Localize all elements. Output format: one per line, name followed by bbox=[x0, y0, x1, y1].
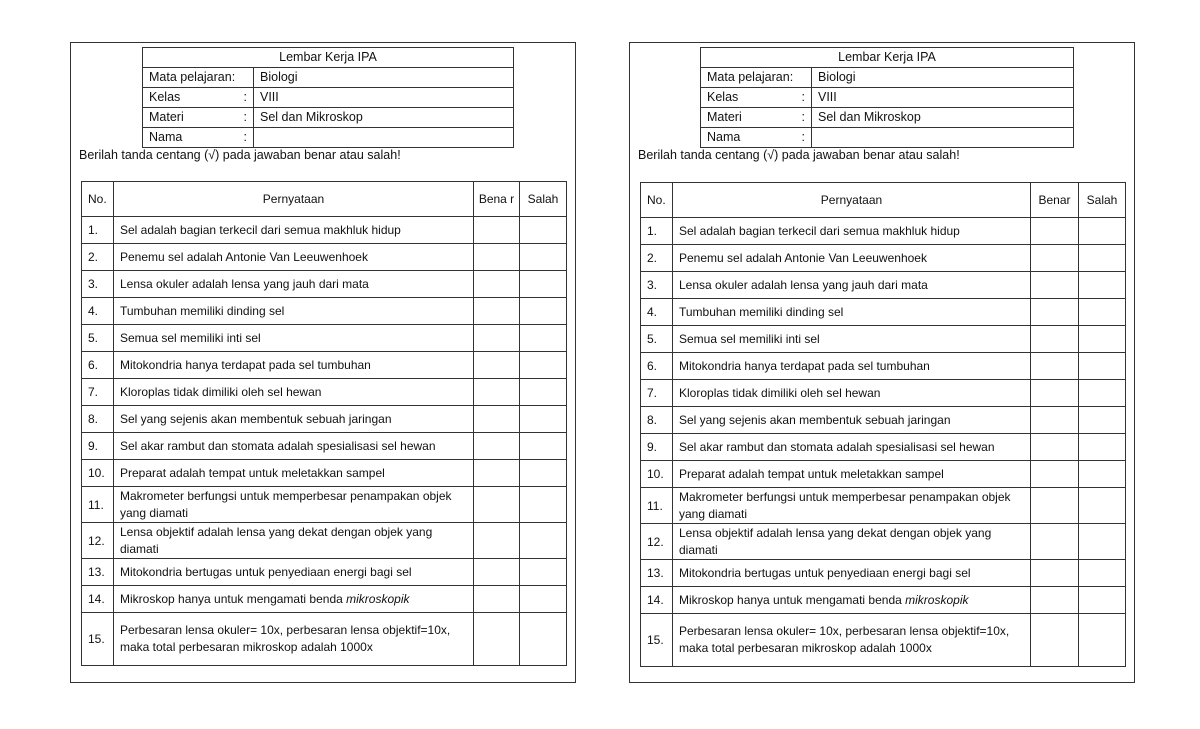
table-row bbox=[82, 559, 567, 586]
answer-true-cell[interactable] bbox=[1031, 614, 1079, 667]
field-label-subject: Mata pelajaran: bbox=[143, 68, 254, 88]
table-row bbox=[82, 217, 567, 244]
answer-false-cell[interactable] bbox=[520, 406, 567, 433]
statement-text: Sel adalah bagian terkecil dari semua makhluk hidup bbox=[114, 217, 474, 244]
statement-text: Mitokondria bertugas untuk penyediaan energi bagi sel bbox=[114, 559, 474, 586]
statement-text: Mitokondria hanya terdapat pada sel tumbuhan bbox=[114, 352, 474, 379]
field-label-topic: Materi : bbox=[701, 108, 812, 128]
row-number: 7. bbox=[641, 380, 673, 407]
table-row bbox=[82, 379, 567, 406]
column-header-false: Salah bbox=[1079, 183, 1126, 218]
statement-text: Kloroplas tidak dimiliki oleh sel hewan bbox=[114, 379, 474, 406]
table-row bbox=[82, 433, 567, 460]
answer-true-cell[interactable] bbox=[474, 487, 520, 523]
answer-true-cell[interactable] bbox=[1031, 587, 1079, 614]
column-header-no: No. bbox=[82, 182, 114, 217]
worksheet-title: Lembar Kerja IPA bbox=[143, 48, 514, 68]
row-number: 11. bbox=[82, 487, 114, 523]
statement-text: Sel adalah bagian terkecil dari semua makhluk hidup bbox=[673, 218, 1031, 245]
table-row bbox=[641, 407, 1126, 434]
answer-false-cell[interactable] bbox=[520, 487, 567, 523]
statement-text: Lensa okuler adalah lensa yang jauh dari mata bbox=[114, 271, 474, 298]
statement-text: Mitokondria hanya terdapat pada sel tumbuhan bbox=[673, 353, 1031, 380]
statement-text: Perbesaran lensa okuler= 10x, perbesaran lensa objektif=10x, maka total perbesaran mikroskop adalah 1000x bbox=[673, 614, 1031, 667]
header-table-right bbox=[700, 47, 1074, 148]
table-row bbox=[82, 298, 567, 325]
statement-text: Sel yang sejenis akan membentuk sebuah jaringan bbox=[673, 407, 1031, 434]
answer-false-cell[interactable] bbox=[1079, 299, 1126, 326]
statement-text: Tumbuhan memiliki dinding sel bbox=[673, 299, 1031, 326]
row-number: 14. bbox=[82, 586, 114, 613]
answer-false-cell[interactable] bbox=[1079, 560, 1126, 587]
statement-text: Tumbuhan memiliki dinding sel bbox=[114, 298, 474, 325]
answer-false-cell[interactable] bbox=[1079, 380, 1126, 407]
row-number: 13. bbox=[641, 560, 673, 587]
table-row bbox=[82, 586, 567, 613]
table-row bbox=[641, 434, 1126, 461]
answer-true-cell[interactable] bbox=[1031, 380, 1079, 407]
field-value-class: VIII bbox=[812, 88, 1074, 108]
answer-false-cell[interactable] bbox=[1079, 488, 1126, 524]
row-number: 8. bbox=[82, 406, 114, 433]
statement-text: Semua sel memiliki inti sel bbox=[114, 325, 474, 352]
row-number: 3. bbox=[82, 271, 114, 298]
statement-text: Lensa okuler adalah lensa yang jauh dari mata bbox=[673, 272, 1031, 299]
statement-text: Makrometer berfungsi untuk memperbesar penampakan objek yang diamati bbox=[114, 487, 474, 523]
table-row bbox=[82, 325, 567, 352]
row-number: 3. bbox=[641, 272, 673, 299]
table-row bbox=[82, 244, 567, 271]
row-number: 9. bbox=[82, 433, 114, 460]
answer-false-cell[interactable] bbox=[520, 613, 567, 666]
row-number: 2. bbox=[641, 245, 673, 272]
field-value-topic: Sel dan Mikroskop bbox=[812, 108, 1074, 128]
answer-true-cell[interactable] bbox=[474, 523, 520, 559]
row-number: 15. bbox=[641, 614, 673, 667]
field-value-subject: Biologi bbox=[254, 68, 514, 88]
answer-true-cell[interactable] bbox=[474, 217, 520, 244]
field-value-topic: Sel dan Mikroskop bbox=[254, 108, 514, 128]
table-row bbox=[641, 461, 1126, 488]
statement-text: Perbesaran lensa okuler= 10x, perbesaran lensa objektif=10x, maka total perbesaran mikroskop adalah 1000x bbox=[114, 613, 474, 666]
row-number: 1. bbox=[82, 217, 114, 244]
row-number: 7. bbox=[82, 379, 114, 406]
field-label-name: Nama : bbox=[701, 128, 812, 148]
table-row bbox=[82, 460, 567, 487]
row-number: 1. bbox=[641, 218, 673, 245]
row-number: 8. bbox=[641, 407, 673, 434]
field-label-subject: Mata pelajaran: bbox=[701, 68, 812, 88]
field-label-topic: Materi : bbox=[143, 108, 254, 128]
answer-false-cell[interactable] bbox=[520, 559, 567, 586]
field-label-class: Kelas : bbox=[701, 88, 812, 108]
table-row bbox=[82, 487, 567, 523]
answer-true-cell[interactable] bbox=[1031, 218, 1079, 245]
answer-false-cell[interactable] bbox=[1079, 326, 1126, 353]
statement-text: Penemu sel adalah Antonie Van Leeuwenhoek bbox=[673, 245, 1031, 272]
answer-false-cell[interactable] bbox=[1079, 461, 1126, 488]
table-row bbox=[82, 523, 567, 559]
row-number: 11. bbox=[641, 488, 673, 524]
row-number: 4. bbox=[82, 298, 114, 325]
row-number: 6. bbox=[641, 353, 673, 380]
row-number: 14. bbox=[641, 587, 673, 614]
answer-true-cell[interactable] bbox=[1031, 524, 1079, 560]
table-row bbox=[641, 614, 1126, 667]
answer-true-cell[interactable] bbox=[1031, 560, 1079, 587]
statement-text: Preparat adalah tempat untuk meletakkan sampel bbox=[114, 460, 474, 487]
table-row bbox=[641, 488, 1126, 524]
table-row bbox=[641, 245, 1126, 272]
table-row bbox=[82, 406, 567, 433]
table-row bbox=[641, 560, 1126, 587]
answer-true-cell[interactable] bbox=[474, 586, 520, 613]
answer-true-cell[interactable] bbox=[474, 460, 520, 487]
table-row bbox=[641, 326, 1126, 353]
row-number: 12. bbox=[82, 523, 114, 559]
column-header-statement: Pernyataan bbox=[114, 182, 474, 217]
answer-false-cell[interactable] bbox=[520, 433, 567, 460]
row-number: 9. bbox=[641, 434, 673, 461]
answer-true-cell[interactable] bbox=[474, 613, 520, 666]
answer-false-cell[interactable] bbox=[520, 217, 567, 244]
answer-true-cell[interactable] bbox=[1031, 272, 1079, 299]
statement-text: Makrometer berfungsi untuk memperbesar penampakan objek yang diamati bbox=[673, 488, 1031, 524]
answer-true-cell[interactable] bbox=[1031, 299, 1079, 326]
row-number: 4. bbox=[641, 299, 673, 326]
statement-text: Sel yang sejenis akan membentuk sebuah jaringan bbox=[114, 406, 474, 433]
answer-false-cell[interactable] bbox=[520, 325, 567, 352]
answer-true-cell[interactable] bbox=[1031, 488, 1079, 524]
statement-table-left bbox=[81, 181, 567, 666]
column-header-statement: Pernyataan bbox=[673, 183, 1031, 218]
statement-emphasis: mikroskopik bbox=[346, 591, 410, 606]
table-row bbox=[641, 299, 1126, 326]
table-row bbox=[82, 271, 567, 298]
answer-false-cell[interactable] bbox=[1079, 587, 1126, 614]
statement-text: Preparat adalah tempat untuk meletakkan sampel bbox=[673, 461, 1031, 488]
row-number: 10. bbox=[82, 460, 114, 487]
statement-text: Kloroplas tidak dimiliki oleh sel hewan bbox=[673, 380, 1031, 407]
statement-text: Sel akar rambut dan stomata adalah spesialisasi sel hewan bbox=[673, 434, 1031, 461]
answer-true-cell[interactable] bbox=[474, 559, 520, 586]
column-header-true: Bena r bbox=[474, 182, 520, 217]
field-value-subject: Biologi bbox=[812, 68, 1074, 88]
row-number: 15. bbox=[82, 613, 114, 666]
answer-true-cell[interactable] bbox=[1031, 353, 1079, 380]
statement-text: Sel akar rambut dan stomata adalah spesialisasi sel hewan bbox=[114, 433, 474, 460]
field-value-class: VIII bbox=[254, 88, 514, 108]
statement-text: Mikroskop hanya untuk mengamati benda mikroskopik bbox=[673, 587, 1031, 614]
answer-true-cell[interactable] bbox=[474, 298, 520, 325]
table-row bbox=[82, 352, 567, 379]
row-number: 2. bbox=[82, 244, 114, 271]
instruction-text: Berilah tanda centang (√) pada jawaban benar atau salah! bbox=[638, 148, 960, 162]
row-number: 10. bbox=[641, 461, 673, 488]
row-number: 5. bbox=[82, 325, 114, 352]
answer-true-cell[interactable] bbox=[474, 433, 520, 460]
answer-false-cell[interactable] bbox=[520, 298, 567, 325]
worksheet-title: Lembar Kerja IPA bbox=[701, 48, 1074, 68]
answer-false-cell[interactable] bbox=[520, 460, 567, 487]
statement-table-right bbox=[640, 182, 1126, 667]
column-header-no: No. bbox=[641, 183, 673, 218]
answer-false-cell[interactable] bbox=[520, 271, 567, 298]
field-value-name[interactable] bbox=[254, 128, 514, 148]
answer-false-cell[interactable] bbox=[520, 523, 567, 559]
instruction-text: Berilah tanda centang (√) pada jawaban benar atau salah! bbox=[79, 148, 401, 162]
statement-text: Lensa objektif adalah lensa yang dekat dengan objek yang diamati bbox=[673, 524, 1031, 560]
column-header-true: Benar bbox=[1031, 183, 1079, 218]
table-row bbox=[641, 380, 1126, 407]
answer-false-cell[interactable] bbox=[520, 379, 567, 406]
answer-true-cell[interactable] bbox=[474, 406, 520, 433]
table-row bbox=[641, 353, 1126, 380]
statement-emphasis: mikroskopik bbox=[905, 592, 969, 607]
statement-text: Lensa objektif adalah lensa yang dekat dengan objek yang diamati bbox=[114, 523, 474, 559]
field-label-name: Nama : bbox=[143, 128, 254, 148]
answer-true-cell[interactable] bbox=[1031, 461, 1079, 488]
answer-true-cell[interactable] bbox=[1031, 245, 1079, 272]
answer-true-cell[interactable] bbox=[474, 325, 520, 352]
answer-true-cell[interactable] bbox=[1031, 326, 1079, 353]
answer-false-cell[interactable] bbox=[1079, 614, 1126, 667]
column-header-false: Salah bbox=[520, 182, 567, 217]
table-row bbox=[641, 524, 1126, 560]
row-number: 12. bbox=[641, 524, 673, 560]
answer-false-cell[interactable] bbox=[1079, 218, 1126, 245]
statement-text: Semua sel memiliki inti sel bbox=[673, 326, 1031, 353]
answer-false-cell[interactable] bbox=[1079, 353, 1126, 380]
row-number: 5. bbox=[641, 326, 673, 353]
row-number: 6. bbox=[82, 352, 114, 379]
table-row bbox=[641, 272, 1126, 299]
answer-false-cell[interactable] bbox=[520, 586, 567, 613]
answer-false-cell[interactable] bbox=[520, 244, 567, 271]
answer-false-cell[interactable] bbox=[1079, 407, 1126, 434]
answer-true-cell[interactable] bbox=[474, 379, 520, 406]
answer-true-cell[interactable] bbox=[474, 271, 520, 298]
table-row bbox=[641, 218, 1126, 245]
answer-false-cell[interactable] bbox=[520, 352, 567, 379]
field-value-name[interactable] bbox=[812, 128, 1074, 148]
statement-text: Penemu sel adalah Antonie Van Leeuwenhoek bbox=[114, 244, 474, 271]
answer-true-cell[interactable] bbox=[1031, 434, 1079, 461]
table-row bbox=[641, 587, 1126, 614]
answer-true-cell[interactable] bbox=[1031, 407, 1079, 434]
answer-false-cell[interactable] bbox=[1079, 272, 1126, 299]
answer-false-cell[interactable] bbox=[1079, 245, 1126, 272]
field-label-class: Kelas : bbox=[143, 88, 254, 108]
answer-false-cell[interactable] bbox=[1079, 524, 1126, 560]
statement-text: Mitokondria bertugas untuk penyediaan energi bagi sel bbox=[673, 560, 1031, 587]
answer-true-cell[interactable] bbox=[474, 244, 520, 271]
answer-true-cell[interactable] bbox=[474, 352, 520, 379]
header-table-left bbox=[142, 47, 514, 148]
row-number: 13. bbox=[82, 559, 114, 586]
answer-false-cell[interactable] bbox=[1079, 434, 1126, 461]
statement-text: Mikroskop hanya untuk mengamati benda mikroskopik bbox=[114, 586, 474, 613]
table-row bbox=[82, 613, 567, 666]
